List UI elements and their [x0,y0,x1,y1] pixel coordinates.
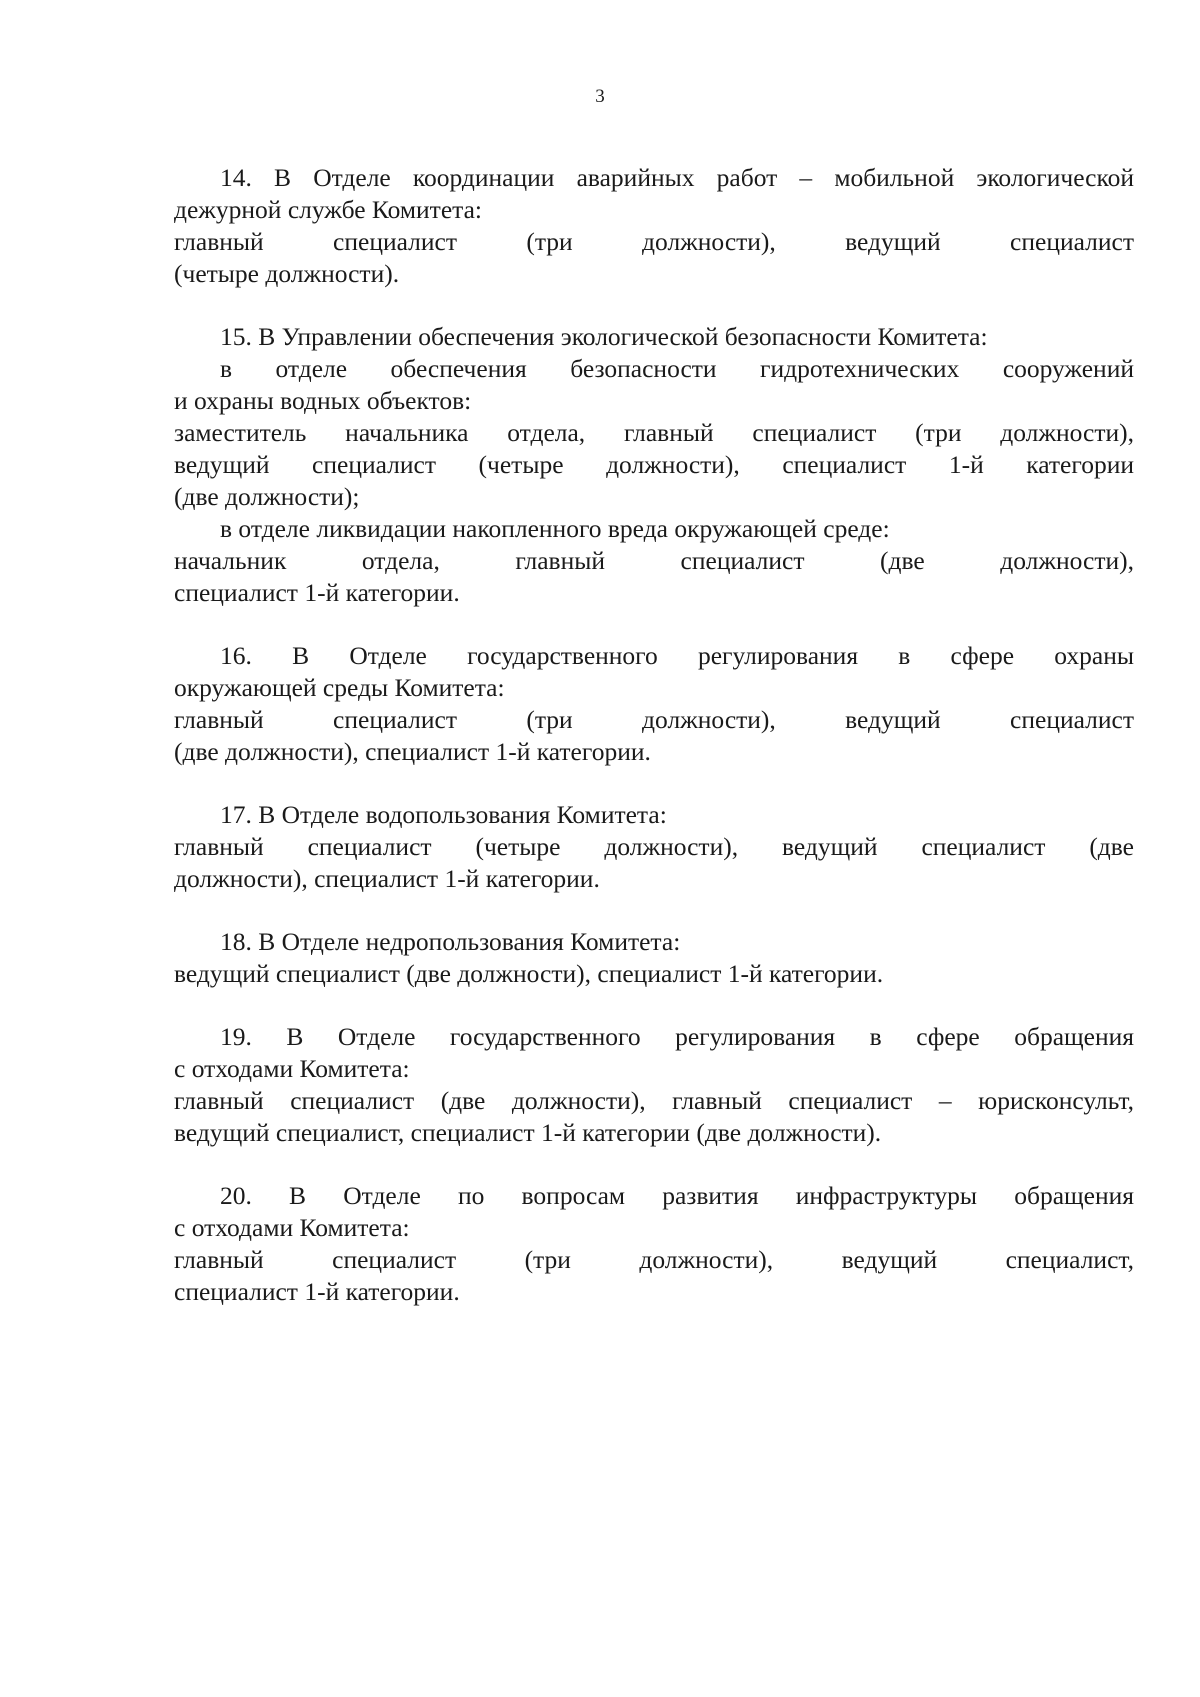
section-heading: 16. В Отделе государственного регулирования в сфере охраны [220,641,1134,670]
section-heading-continued: дежурной службе Комитета: [174,195,483,224]
section-18 [174,926,1134,990]
positions-text: (четыре должности). [174,259,400,288]
positions-text: специалист 1-й категории. [174,1277,460,1306]
positions-text: ведущий специалист (две должности), специалист 1-й категории. [174,959,884,988]
section-heading: 19. В Отделе государственного регулирования в сфере обращения [220,1022,1134,1051]
section-16 [174,640,1134,768]
section-heading: 20. В Отделе по вопросам развития инфраструктуры обращения [220,1181,1134,1210]
section-heading: 15. В Управлении обеспечения экологической безопасности Комитета: [220,322,988,351]
section-20 [174,1180,1134,1308]
positions-text: начальник отдела, главный специалист (две должности), [174,546,1134,575]
section-heading-continued: окружающей среды Комитета: [174,673,505,702]
section-19 [174,1021,1134,1149]
section-14 [174,162,1134,290]
positions-text: должности), специалист 1-й категории. [174,864,600,893]
positions-text: заместитель начальника отдела, главный специалист (три должности), [174,418,1134,447]
positions-text: ведущий специалист (четыре должности), специалист 1-й категории [174,450,1134,479]
positions-text: главный специалист (четыре должности), ведущий специалист (две [174,832,1134,861]
positions-text: главный специалист (две должности), главный специалист – юрисконсульт, [174,1086,1134,1115]
positions-text: (две должности), специалист 1-й категории. [174,737,651,766]
section-17 [174,799,1134,895]
section-heading: 18. В Отделе недропользования Комитета: [220,927,681,956]
positions-text: ведущий специалист, специалист 1-й категории (две должности). [174,1118,882,1147]
subdivision-heading: в отделе обеспечения безопасности гидротехнических сооружений [220,354,1134,383]
section-heading-continued: с отходами Комитета: [174,1054,410,1083]
document-body [174,162,1134,1339]
section-15 [174,321,1134,609]
positions-text: главный специалист (три должности), ведущий специалист [174,227,1134,256]
positions-text: главный специалист (три должности), ведущий специалист, [174,1245,1134,1274]
positions-text: (две должности); [174,482,360,511]
positions-text: главный специалист (три должности), ведущий специалист [174,705,1134,734]
positions-text: специалист 1-й категории. [174,578,460,607]
page-number: 3 [595,86,605,107]
subdivision-heading: в отделе ликвидации накопленного вреда окружающей среде: [220,514,890,543]
section-heading-continued: с отходами Комитета: [174,1213,410,1242]
section-heading: 17. В Отделе водопользования Комитета: [220,800,667,829]
subdivision-heading-continued: и охраны водных объектов: [174,386,472,415]
section-heading: 14. В Отделе координации аварийных работ – мобильной экологической [220,163,1134,192]
